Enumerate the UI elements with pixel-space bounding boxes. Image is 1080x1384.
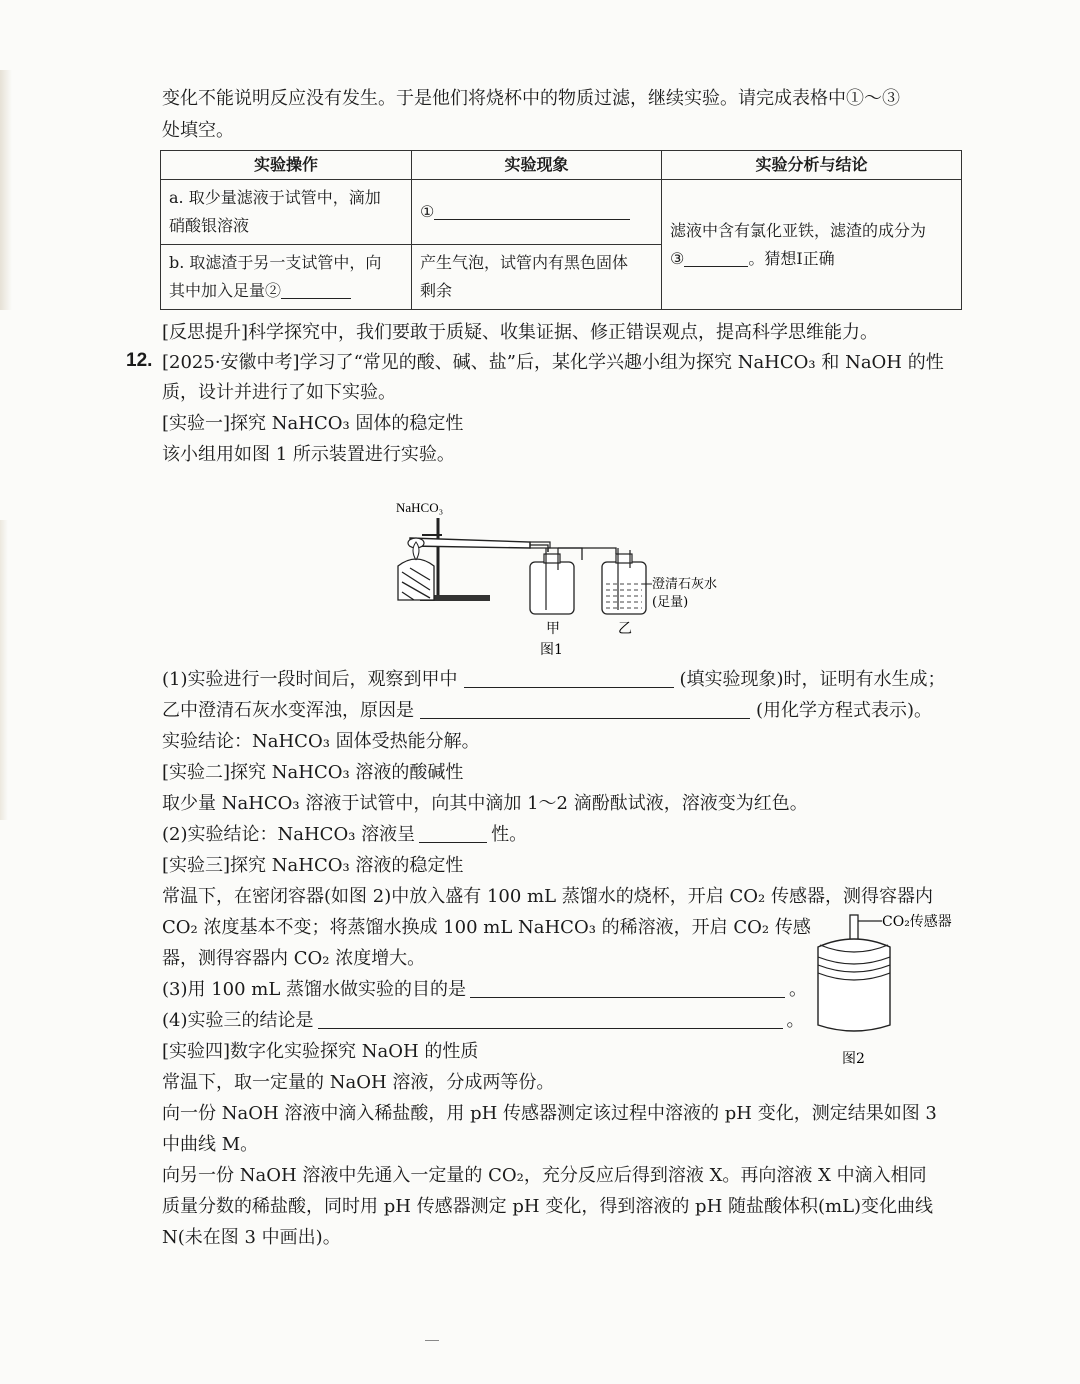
table-cell: [412, 180, 662, 245]
text-line: 中曲线 M。: [162, 1134, 259, 1155]
text-line: 常温下，取一定量的 NaOH 溶液，分成两等份。: [162, 1072, 555, 1093]
test-tube: [410, 538, 530, 548]
cell-text: a. 取少量滤液于试管中，滴加: [169, 188, 381, 207]
fig1-bottle-a-label: 甲: [546, 621, 560, 637]
text-line: CO₂ 浓度基本不变；将蒸馏水换成 100 mL NaHCO₃ 的稀溶液，开启 CO₂ 传感: [162, 917, 811, 938]
footer-mark: [425, 1340, 439, 1341]
blank-marker: ①: [420, 202, 435, 221]
page-edge-shadow: [0, 70, 12, 310]
text-line: 向另一份 NaOH 溶液中先通入一定量的 CO₂，充分反应后得到溶液 X。再向溶液 X 中滴入相同: [162, 1165, 927, 1186]
text-line: [162, 820, 527, 850]
answer-blank[interactable]: [318, 1008, 783, 1029]
page-edge-shadow: [0, 520, 8, 820]
fig1-bottle-b-label: 乙: [618, 621, 632, 637]
question-number: 12.: [126, 350, 153, 371]
figure-2-container: [812, 905, 972, 1075]
text-line: 常温下，在密闭容器(如图 2)中放入盛有 100 mL 蒸馏水的烧杯，开启 CO₂ 传感器，测得容器内: [162, 886, 933, 907]
text-line: 质，设计并进行了如下实验。: [162, 382, 396, 403]
answer-blank[interactable]: [420, 698, 750, 719]
question-text: (4)实验三的结论是: [162, 1010, 314, 1031]
text-line: 处填空。: [162, 120, 234, 141]
answer-blank[interactable]: [281, 278, 351, 299]
question-text: 。: [789, 979, 808, 1000]
table-cell: [161, 180, 412, 245]
sealed-container: [818, 939, 890, 1031]
question-text: (用化学方程式表示)。: [756, 700, 933, 721]
section-title: [实验三]探究 NaHCO₃ 溶液的稳定性: [162, 855, 464, 876]
cell-text: 其中加入足量②: [169, 281, 282, 300]
fig1-limewater-label: 澄清石灰水: [652, 577, 718, 592]
question-text: (填实验现象)时，证明有水生成；: [679, 669, 946, 690]
table-cell: [412, 245, 662, 310]
table-header: 实验操作: [161, 151, 412, 180]
text-line: 器，测得容器内 CO₂ 浓度增大。: [162, 948, 426, 969]
text-line: [162, 1006, 805, 1036]
text-line: [反思提升]科学探究中，我们要敢于质疑、收集证据、修正错误观点，提高科学思维能力。: [162, 322, 879, 343]
text-line: 向一份 NaOH 溶液中滴入稀盐酸，用 pH 传感器测定该过程中溶液的 pH 变化，测定结果如图 3: [162, 1103, 937, 1124]
answer-blank[interactable]: [464, 667, 674, 688]
question-text: 。: [786, 1010, 805, 1031]
text-line: [162, 696, 932, 726]
cell-text: 产生气泡，试管内有黑色固体: [420, 253, 629, 272]
question-text: (3)用 100 mL 蒸馏水做实验的目的是: [162, 979, 467, 1000]
question-text: (2)实验结论：NaHCO₃ 溶液呈: [162, 824, 416, 845]
blank-marker: ③: [670, 248, 685, 268]
table-cell: [161, 245, 412, 310]
cell-text: 剩余: [420, 281, 453, 300]
answer-blank[interactable]: [684, 246, 748, 267]
text-line: [2025·安徽中考]学习了“常见的酸、碱、盐”后，某化学兴趣小组为探究 NaHCO₃ 和 NaOH 的性: [162, 352, 944, 373]
bottle-yi: [602, 562, 646, 614]
bottle-jia: [530, 562, 574, 614]
fig1-caption: 图1: [540, 642, 563, 658]
cell-text: 滤液中含有氯化亚铁，滤渣的成分为: [670, 220, 927, 240]
fig2-caption: 图2: [842, 1051, 865, 1067]
table-header: 实验现象: [412, 151, 662, 180]
question-text: 乙中澄清石灰水变浑浊，原因是: [162, 700, 414, 721]
cell-text: 硝酸银溶液: [169, 216, 250, 235]
question-text: 性。: [491, 824, 528, 845]
question-text: (1)实验进行一段时间后，观察到甲中: [162, 669, 458, 690]
cell-text: b. 取滤渣于另一支试管中，向: [169, 253, 382, 272]
answer-blank[interactable]: [419, 822, 487, 843]
table-header: 实验分析与结论: [662, 151, 962, 180]
text-line: 取少量 NaHCO₃ 溶液于试管中，向其中滴加 1～2 滴酚酞试液，溶液变为红色。: [162, 793, 808, 814]
fig1-reagent-label: NaHCO₃: [396, 500, 444, 515]
text-line: N(未在图 3 中画出)。: [162, 1227, 341, 1248]
text-line: 质量分数的稀盐酸，同时用 pH 传感器测定 pH 变化，得到溶液的 pH 随盐酸体积(mL)变化曲线: [162, 1196, 934, 1217]
text-line: [162, 975, 807, 1005]
fig1-amount-label: (足量): [652, 595, 689, 610]
cell-text: 。猜想Ⅰ正确: [748, 248, 835, 268]
text-line: [162, 665, 946, 695]
section-title: [实验二]探究 NaHCO₃ 溶液的酸碱性: [162, 762, 464, 783]
section-title: [实验四]数字化实验探究 NaOH 的性质: [162, 1041, 479, 1062]
text-line: 该小组用如图 1 所示装置进行实验。: [162, 444, 455, 465]
text-line: 实验结论：NaHCO₃ 固体受热能分解。: [162, 731, 480, 752]
figure-1-apparatus: [380, 490, 740, 665]
section-title: [实验一]探究 NaHCO₃ 固体的稳定性: [162, 413, 464, 434]
answer-blank[interactable]: [470, 977, 785, 998]
experiment-table: [160, 150, 962, 310]
text-line: 变化不能说明反应没有发生。于是他们将烧杯中的物质过滤，继续实验。请完成表格中①～③: [162, 88, 900, 109]
table-cell: [662, 180, 962, 310]
fig2-sensor-label: CO₂传感器: [882, 914, 952, 930]
answer-blank[interactable]: [434, 199, 630, 220]
